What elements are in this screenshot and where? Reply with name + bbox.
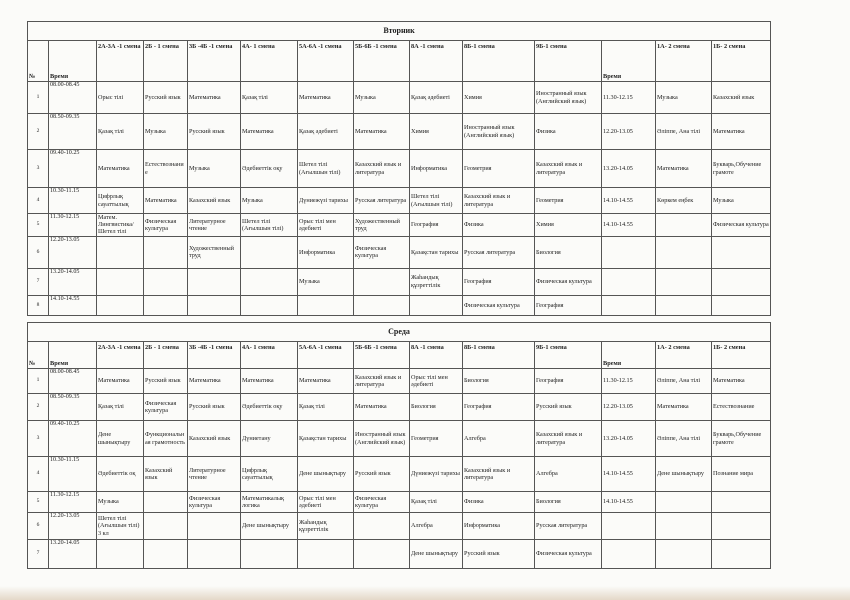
column-header-c10: 1А- 2 смена bbox=[656, 342, 712, 369]
lesson-cell-c2: Физическая культура bbox=[144, 394, 188, 421]
lesson-cell-c4: Музыка bbox=[241, 188, 298, 214]
lesson-cell-c4: Қазақ тілі bbox=[241, 82, 298, 114]
lesson-cell-c1: Орыс тілі bbox=[97, 82, 144, 114]
lesson-cell-c2: Естествознание bbox=[144, 150, 188, 188]
lesson-cell-time2: 14.10-14.55 bbox=[602, 188, 656, 214]
lesson-number: 2 bbox=[28, 114, 49, 150]
column-header-time: Время bbox=[49, 41, 97, 82]
lesson-cell-c10: Математика bbox=[656, 150, 712, 188]
lesson-cell-c8: Химия bbox=[463, 82, 535, 114]
lesson-cell-time2 bbox=[602, 513, 656, 540]
lesson-cell-c9: Алгебра bbox=[535, 457, 602, 492]
lesson-cell-c1: Қазақ тілі bbox=[97, 114, 144, 150]
lesson-cell-c3: Русский язык bbox=[188, 394, 241, 421]
lesson-number: 8 bbox=[28, 295, 49, 315]
lesson-cell-c11: Букварь,Обучение грамоте bbox=[712, 421, 771, 457]
lesson-time: 09.40-10.25 bbox=[49, 421, 97, 457]
lesson-time: 11.30-12.15 bbox=[49, 492, 97, 513]
column-header-c5: 5А-6А -1 смена bbox=[298, 342, 354, 369]
lesson-cell-c11: Естествознание bbox=[712, 394, 771, 421]
lesson-cell-c5: Қазақ әдебиеті bbox=[298, 114, 354, 150]
lesson-cell-c9: География bbox=[535, 369, 602, 394]
column-header-c4: 4А- 1 смена bbox=[241, 342, 298, 369]
lesson-cell-c1: Математика bbox=[97, 150, 144, 188]
lesson-cell-c8: Физическая культура bbox=[463, 295, 535, 315]
lesson-cell-c9: Геометрия bbox=[535, 188, 602, 214]
lesson-cell-c7 bbox=[410, 295, 463, 315]
wednesday-timetable bbox=[27, 322, 771, 569]
lesson-cell-c7: Химия bbox=[410, 114, 463, 150]
lesson-cell-time2: 14.10-14.55 bbox=[602, 214, 656, 237]
table-row bbox=[28, 236, 771, 268]
lesson-cell-time2: 11.30-12.15 bbox=[602, 82, 656, 114]
lesson-cell-c7: Информатика bbox=[410, 150, 463, 188]
lesson-number: 7 bbox=[28, 268, 49, 295]
lesson-cell-c5: Дүниежүзі тарихы bbox=[298, 188, 354, 214]
lesson-cell-c11 bbox=[712, 513, 771, 540]
lesson-cell-time2: 13.20-14.05 bbox=[602, 150, 656, 188]
lesson-cell-c5: Қазақстан тарихы bbox=[298, 421, 354, 457]
lesson-cell-c11: Букварь,Обучение грамоте bbox=[712, 150, 771, 188]
lesson-cell-c5: Информатика bbox=[298, 236, 354, 268]
column-header-num: № bbox=[28, 342, 49, 369]
lesson-cell-c1: Музыка bbox=[97, 492, 144, 513]
lesson-cell-c2 bbox=[144, 492, 188, 513]
lesson-cell-c10 bbox=[656, 295, 712, 315]
lesson-cell-c4: Математикалық логика bbox=[241, 492, 298, 513]
column-header-c7: 8А -1 смена bbox=[410, 342, 463, 369]
lesson-time: 08.50-09.35 bbox=[49, 394, 97, 421]
lesson-cell-c11: Математика bbox=[712, 369, 771, 394]
lesson-cell-c2 bbox=[144, 513, 188, 540]
lesson-time: 10.30-11.15 bbox=[49, 188, 97, 214]
column-header-c3: 3Б -4Б -1 смена bbox=[188, 342, 241, 369]
lesson-number: 2 bbox=[28, 394, 49, 421]
lesson-cell-c1 bbox=[97, 268, 144, 295]
lesson-number: 3 bbox=[28, 150, 49, 188]
lesson-cell-c2 bbox=[144, 540, 188, 569]
lesson-cell-c4: Шетел тілі (Ағылшын тілі) bbox=[241, 214, 298, 237]
table-row bbox=[28, 369, 771, 394]
lesson-time: 08.50-09.35 bbox=[49, 114, 97, 150]
lesson-cell-c1: Қазақ тілі bbox=[97, 394, 144, 421]
lesson-cell-c6 bbox=[354, 295, 410, 315]
lesson-cell-c7: Жаһандық құзреттілік bbox=[410, 268, 463, 295]
lesson-cell-c5: Орыс тілі мен әдебиеті bbox=[298, 214, 354, 237]
table-row bbox=[28, 295, 771, 315]
lesson-number: 5 bbox=[28, 214, 49, 237]
lesson-cell-c10: Әліппе, Ана тілі bbox=[656, 421, 712, 457]
lesson-cell-c8: Биология bbox=[463, 369, 535, 394]
lesson-cell-c7: Қазақ тілі bbox=[410, 492, 463, 513]
lesson-cell-c1 bbox=[97, 540, 144, 569]
lesson-number: 7 bbox=[28, 540, 49, 569]
lesson-cell-c8: Физика bbox=[463, 492, 535, 513]
lesson-cell-c2 bbox=[144, 236, 188, 268]
lesson-cell-c8: Алгебра bbox=[463, 421, 535, 457]
lesson-cell-c5: Музыка bbox=[298, 268, 354, 295]
lesson-cell-time2 bbox=[602, 268, 656, 295]
lesson-time: 12.20-13.05 bbox=[49, 513, 97, 540]
lesson-cell-c6: Иностранный язык (Английский язык) bbox=[354, 421, 410, 457]
lesson-cell-c10: Көркем еңбек bbox=[656, 188, 712, 214]
lesson-cell-c8: Казахский язык и литература bbox=[463, 457, 535, 492]
lesson-time: 13.20-14.05 bbox=[49, 268, 97, 295]
lesson-cell-c5: Математика bbox=[298, 82, 354, 114]
lesson-cell-c9: Казахский язык и литература bbox=[535, 150, 602, 188]
lesson-cell-c3: Казахский язык bbox=[188, 188, 241, 214]
lesson-cell-c3: Художественный труд bbox=[188, 236, 241, 268]
table-row bbox=[28, 394, 771, 421]
lesson-cell-c8: Иностранный язык (Английский язык) bbox=[463, 114, 535, 150]
lesson-cell-c6: Физическая культура bbox=[354, 236, 410, 268]
column-header-c8: 8Б-1 смена bbox=[463, 41, 535, 82]
lesson-cell-c3: Математика bbox=[188, 369, 241, 394]
lesson-cell-c8: Информатика bbox=[463, 513, 535, 540]
lesson-number: 3 bbox=[28, 421, 49, 457]
lesson-cell-c10: Музыка bbox=[656, 82, 712, 114]
lesson-cell-c5 bbox=[298, 295, 354, 315]
column-header-c7: 8А -1 смена bbox=[410, 41, 463, 82]
lesson-cell-time2: 12.20-13.05 bbox=[602, 394, 656, 421]
lesson-cell-c11: Казахский язык bbox=[712, 82, 771, 114]
lesson-cell-c10 bbox=[656, 492, 712, 513]
tuesday-timetable bbox=[27, 21, 771, 316]
lesson-cell-c9: Физическая культура bbox=[535, 268, 602, 295]
lesson-cell-c6: Казахский язык и литература bbox=[354, 369, 410, 394]
lesson-time: 08.00-08.45 bbox=[49, 82, 97, 114]
column-header-c1: 2А-3А -1 смена bbox=[97, 342, 144, 369]
lesson-cell-c6: Русский язык bbox=[354, 457, 410, 492]
lesson-cell-c11: Математика bbox=[712, 114, 771, 150]
lesson-cell-c8: Русская литература bbox=[463, 236, 535, 268]
lesson-cell-time2: 11.30-12.15 bbox=[602, 369, 656, 394]
lesson-cell-c4: Әдебиеттік оқу bbox=[241, 394, 298, 421]
lesson-cell-c5: Қазақ тілі bbox=[298, 394, 354, 421]
lesson-cell-c3: Русский язык bbox=[188, 114, 241, 150]
table-row bbox=[28, 457, 771, 492]
lesson-cell-c2: Русский язык bbox=[144, 369, 188, 394]
column-header-c11: 1Б- 2 смена bbox=[712, 41, 771, 82]
column-header-c8: 8Б-1 смена bbox=[463, 342, 535, 369]
lesson-cell-c9: Русская литература bbox=[535, 513, 602, 540]
lesson-cell-c7: Дене шынықтыру bbox=[410, 540, 463, 569]
day-title: Среда bbox=[28, 323, 771, 342]
lesson-cell-c7: Алгебра bbox=[410, 513, 463, 540]
lesson-cell-c10 bbox=[656, 513, 712, 540]
lesson-cell-c1 bbox=[97, 295, 144, 315]
column-header-num: № bbox=[28, 41, 49, 82]
lesson-cell-c1: Дене шынықтыру bbox=[97, 421, 144, 457]
table-row bbox=[28, 188, 771, 214]
lesson-cell-c7: Геометрия bbox=[410, 421, 463, 457]
lesson-cell-c6: Художественный труд bbox=[354, 214, 410, 237]
lesson-cell-c2: Математика bbox=[144, 188, 188, 214]
lesson-cell-c9: Русский язык bbox=[535, 394, 602, 421]
lesson-cell-c7: Шетел тілі (Ағылшын тілі) bbox=[410, 188, 463, 214]
lesson-cell-c10: Математика bbox=[656, 394, 712, 421]
lesson-time: 09.40-10.25 bbox=[49, 150, 97, 188]
lesson-cell-c3 bbox=[188, 513, 241, 540]
lesson-time: 14.10-14.55 bbox=[49, 295, 97, 315]
lesson-cell-c7: География bbox=[410, 214, 463, 237]
table-row bbox=[28, 82, 771, 114]
lesson-cell-c9: География bbox=[535, 295, 602, 315]
lesson-cell-c4 bbox=[241, 295, 298, 315]
lesson-cell-c11 bbox=[712, 540, 771, 569]
lesson-cell-time2: 14.10-14.55 bbox=[602, 457, 656, 492]
column-header-time2: Время bbox=[602, 342, 656, 369]
lesson-number: 5 bbox=[28, 492, 49, 513]
lesson-cell-c1: Шетел тілі (Ағылшын тілі) 3 кл bbox=[97, 513, 144, 540]
lesson-cell-c8: Геометрия bbox=[463, 150, 535, 188]
lesson-cell-c6 bbox=[354, 268, 410, 295]
lesson-cell-c1: Цифрлық сауаттылық bbox=[97, 188, 144, 214]
lesson-number: 4 bbox=[28, 457, 49, 492]
lesson-cell-c4 bbox=[241, 236, 298, 268]
lesson-cell-c5: Дене шынықтыру bbox=[298, 457, 354, 492]
lesson-cell-c2: Функциональная грамотность bbox=[144, 421, 188, 457]
lesson-time: 11.30-12.15 bbox=[49, 214, 97, 237]
lesson-cell-c8: Физика bbox=[463, 214, 535, 237]
lesson-cell-time2: 12.20-13.05 bbox=[602, 114, 656, 150]
lesson-cell-c6: Русская литература bbox=[354, 188, 410, 214]
lesson-cell-c3 bbox=[188, 268, 241, 295]
lesson-cell-c3: Литературное чтение bbox=[188, 457, 241, 492]
lesson-number: 4 bbox=[28, 188, 49, 214]
lesson-cell-time2 bbox=[602, 540, 656, 569]
table-row bbox=[28, 540, 771, 569]
column-header-c11: 1Б- 2 смена bbox=[712, 342, 771, 369]
lesson-cell-c5: Орыс тілі мен әдебиеті bbox=[298, 492, 354, 513]
table-row bbox=[28, 513, 771, 540]
lesson-cell-c9: Биология bbox=[535, 236, 602, 268]
header-row bbox=[28, 342, 771, 369]
lesson-cell-time2 bbox=[602, 236, 656, 268]
lesson-cell-c4 bbox=[241, 540, 298, 569]
lesson-cell-c10 bbox=[656, 236, 712, 268]
lesson-cell-c3: Литературное чтение bbox=[188, 214, 241, 237]
table-row bbox=[28, 492, 771, 513]
lesson-cell-c11 bbox=[712, 268, 771, 295]
lesson-cell-c8: География bbox=[463, 268, 535, 295]
lesson-cell-time2: 14.10-14.55 bbox=[602, 492, 656, 513]
lesson-cell-c11: Физическая культура bbox=[712, 214, 771, 237]
lesson-cell-c6: Математика bbox=[354, 114, 410, 150]
lesson-cell-c7: Дүниежүзі тарихы bbox=[410, 457, 463, 492]
lesson-cell-c7: Биология bbox=[410, 394, 463, 421]
lesson-cell-c2: Казахский язык bbox=[144, 457, 188, 492]
lesson-cell-c2: Физическая культура bbox=[144, 214, 188, 237]
lesson-cell-c4: Дене шынықтыру bbox=[241, 513, 298, 540]
table-row bbox=[28, 114, 771, 150]
lesson-cell-c10 bbox=[656, 540, 712, 569]
column-header-time: Время bbox=[49, 342, 97, 369]
lesson-cell-c1: Матем. Лингвистика/Шетел тілі bbox=[97, 214, 144, 237]
lesson-cell-c11 bbox=[712, 492, 771, 513]
column-header-c9: 9Б-1 смена bbox=[535, 41, 602, 82]
lesson-cell-c8: География bbox=[463, 394, 535, 421]
table-row bbox=[28, 268, 771, 295]
lesson-cell-c4: Дүниетану bbox=[241, 421, 298, 457]
column-header-c2: 2Б - 1 смена bbox=[144, 41, 188, 82]
lesson-time: 08.00-08.45 bbox=[49, 369, 97, 394]
lesson-cell-c11: Музыка bbox=[712, 188, 771, 214]
lesson-time: 10.30-11.15 bbox=[49, 457, 97, 492]
lesson-cell-c6: Музыка bbox=[354, 82, 410, 114]
lesson-cell-c3: Физическая культура bbox=[188, 492, 241, 513]
lesson-cell-c2 bbox=[144, 268, 188, 295]
lesson-cell-c10: Дене шынықтыру bbox=[656, 457, 712, 492]
lesson-cell-c10 bbox=[656, 268, 712, 295]
lesson-cell-c9: Физика bbox=[535, 114, 602, 150]
lesson-cell-c6: Казахский язык и литература bbox=[354, 150, 410, 188]
lesson-cell-c9: Иностранный язык (Английский язык) bbox=[535, 82, 602, 114]
lesson-cell-c4: Цифрлық сауаттылық bbox=[241, 457, 298, 492]
lesson-cell-c8: Русский язык bbox=[463, 540, 535, 569]
lesson-cell-c5: Шетел тілі (Ағылшын тілі) bbox=[298, 150, 354, 188]
column-header-time2: Время bbox=[602, 41, 656, 82]
column-header-c2: 2Б - 1 смена bbox=[144, 342, 188, 369]
day-title: Вторник bbox=[28, 22, 771, 41]
lesson-cell-c3: Музыка bbox=[188, 150, 241, 188]
column-header-c6: 5Б-6Б -1 смена bbox=[354, 342, 410, 369]
column-header-c3: 3Б -4Б -1 смена bbox=[188, 41, 241, 82]
lesson-number: 1 bbox=[28, 369, 49, 394]
header-row bbox=[28, 41, 771, 82]
lesson-cell-c4: Математика bbox=[241, 114, 298, 150]
lesson-cell-c11 bbox=[712, 236, 771, 268]
column-header-c1: 2А-3А -1 смена bbox=[97, 41, 144, 82]
lesson-cell-c1: Математика bbox=[97, 369, 144, 394]
lesson-cell-c7: Қазақ әдебиеті bbox=[410, 82, 463, 114]
lesson-number: 6 bbox=[28, 513, 49, 540]
lesson-cell-c1 bbox=[97, 236, 144, 268]
lesson-cell-c6: Математика bbox=[354, 394, 410, 421]
lesson-cell-time2 bbox=[602, 295, 656, 315]
table-row bbox=[28, 150, 771, 188]
lesson-cell-c3: Казахский язык bbox=[188, 421, 241, 457]
lesson-cell-c9: Физическая культура bbox=[535, 540, 602, 569]
lesson-cell-c3 bbox=[188, 295, 241, 315]
lesson-cell-c10 bbox=[656, 214, 712, 237]
column-header-c9: 9Б-1 смена bbox=[535, 342, 602, 369]
lesson-cell-c5 bbox=[298, 540, 354, 569]
lesson-cell-c6 bbox=[354, 540, 410, 569]
lesson-cell-c2: Русский язык bbox=[144, 82, 188, 114]
lesson-cell-c6 bbox=[354, 513, 410, 540]
lesson-cell-c1: Әдебиеттік оқ bbox=[97, 457, 144, 492]
lesson-cell-c2: Музыка bbox=[144, 114, 188, 150]
lesson-cell-c10: Әліппе, Ана тілі bbox=[656, 369, 712, 394]
lesson-time: 13.20-14.05 bbox=[49, 540, 97, 569]
lesson-cell-c9: Биология bbox=[535, 492, 602, 513]
lesson-cell-c10: Әліппе, Ана тілі bbox=[656, 114, 712, 150]
table-row bbox=[28, 214, 771, 237]
lesson-cell-c4 bbox=[241, 268, 298, 295]
lesson-cell-c11 bbox=[712, 295, 771, 315]
lesson-number: 6 bbox=[28, 236, 49, 268]
column-header-c6: 5Б-6Б -1 смена bbox=[354, 41, 410, 82]
lesson-cell-c3: Математика bbox=[188, 82, 241, 114]
lesson-cell-c8: Казахский язык и литература bbox=[463, 188, 535, 214]
lesson-number: 1 bbox=[28, 82, 49, 114]
column-header-c4: 4А- 1 смена bbox=[241, 41, 298, 82]
page-edge bbox=[0, 586, 850, 600]
column-header-c10: 1А- 2 смена bbox=[656, 41, 712, 82]
lesson-cell-c3 bbox=[188, 540, 241, 569]
lesson-cell-time2: 13.20-14.05 bbox=[602, 421, 656, 457]
lesson-cell-c9: Химия bbox=[535, 214, 602, 237]
lesson-cell-c6: Физическая культура bbox=[354, 492, 410, 513]
lesson-time: 12.20-13.05 bbox=[49, 236, 97, 268]
lesson-cell-c7: Орыс тілі мен әдебиеті bbox=[410, 369, 463, 394]
lesson-cell-c5: Математика bbox=[298, 369, 354, 394]
lesson-cell-c2 bbox=[144, 295, 188, 315]
lesson-cell-c9: Казахский язык и литература bbox=[535, 421, 602, 457]
lesson-cell-c5: Жаһандық құзреттілік bbox=[298, 513, 354, 540]
table-row bbox=[28, 421, 771, 457]
column-header-c5: 5А-6А -1 смена bbox=[298, 41, 354, 82]
lesson-cell-c11: Познание мира bbox=[712, 457, 771, 492]
lesson-cell-c4: Әдебиеттік оқу bbox=[241, 150, 298, 188]
lesson-cell-c4: Математика bbox=[241, 369, 298, 394]
lesson-cell-c7: Қазақстан тарихы bbox=[410, 236, 463, 268]
